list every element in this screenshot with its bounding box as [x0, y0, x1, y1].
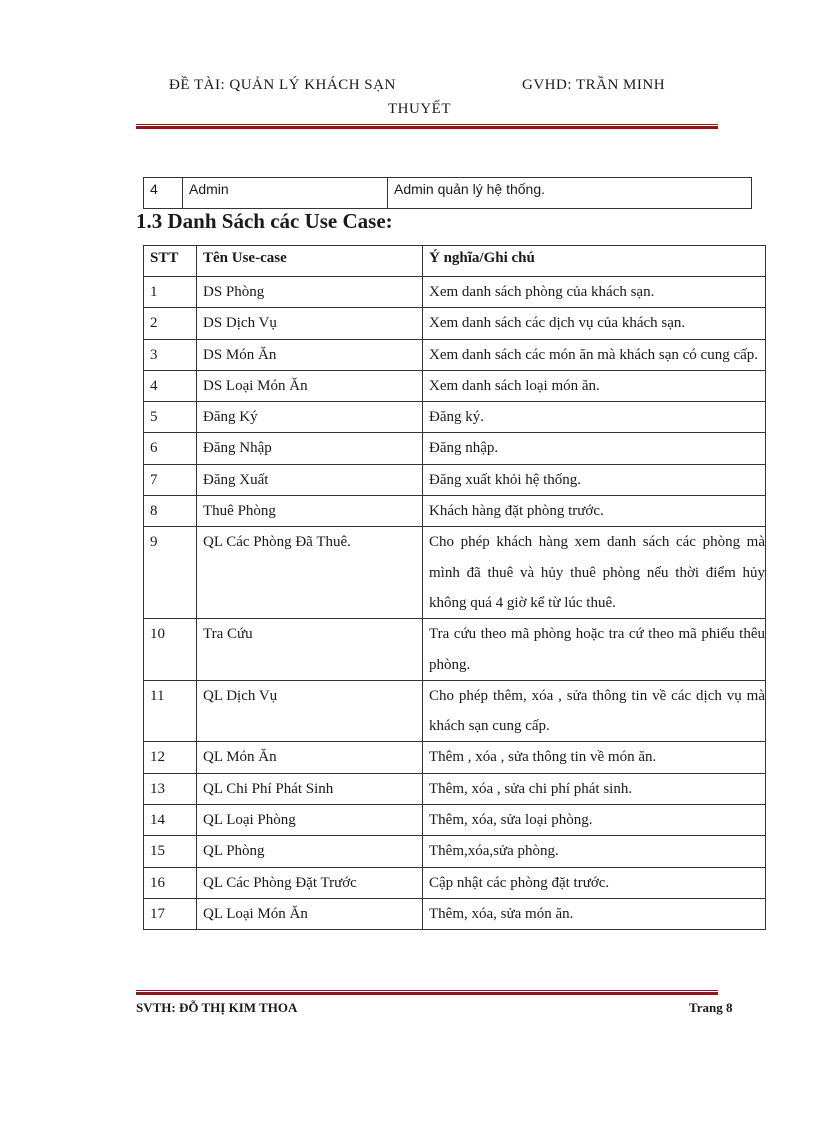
- table-header-row: [144, 246, 766, 277]
- table-row: [144, 836, 766, 867]
- row-stt: 10: [144, 619, 197, 681]
- table-row: [144, 867, 766, 898]
- row-stt: 13: [144, 773, 197, 804]
- row-usecase-name: QL Phòng: [197, 836, 423, 867]
- row-description: Cập nhật các phòng đặt trước.: [423, 867, 766, 898]
- row-usecase-name: QL Các Phòng Đặt Trước: [197, 867, 423, 898]
- row-stt: 15: [144, 836, 197, 867]
- row-description: Xem danh sách phòng của khách sạn.: [423, 277, 766, 308]
- row-usecase-name: DS Phòng: [197, 277, 423, 308]
- row-stt: 12: [144, 742, 197, 773]
- row-description: Xem danh sách các dịch vụ của khách sạn.: [423, 308, 766, 339]
- table-row: [144, 742, 766, 773]
- table-row: [144, 339, 766, 370]
- row-description: Tra cứu theo mã phòng hoặc tra cứ theo mã phiếu thêu phòng.: [423, 619, 766, 681]
- footer-student: SVTH: ĐỖ THỊ KIM THOA: [136, 1000, 298, 1015]
- row-description: Đăng ký.: [423, 402, 766, 433]
- row-stt: 17: [144, 898, 197, 929]
- row-usecase-name: Tra Cứu: [197, 619, 423, 681]
- row-stt: 4: [144, 370, 197, 401]
- row-usecase-name: Đăng Nhập: [197, 433, 423, 464]
- actor-desc: Admin quản lý hệ thống.: [388, 178, 752, 209]
- row-stt: 2: [144, 308, 197, 339]
- use-case-table: [143, 245, 766, 930]
- column-header-note: Ý nghĩa/Ghi chú: [423, 246, 766, 277]
- row-usecase-name: QL Dịch Vụ: [197, 680, 423, 742]
- row-description: Cho phép khách hàng xem danh sách các phòng mà mình đã thuê và hủy thuê phòng nếu thời điểm hủy không quá 4 giờ kể từ lúc thuê.: [423, 527, 766, 619]
- table-row: [144, 898, 766, 929]
- row-stt: 16: [144, 867, 197, 898]
- table-row: [144, 402, 766, 433]
- row-usecase-name: QL Các Phòng Đã Thuê.: [197, 527, 423, 619]
- row-description: Thêm,xóa,sửa phòng.: [423, 836, 766, 867]
- row-usecase-name: Thuê Phòng: [197, 496, 423, 527]
- row-usecase-name: QL Món Ăn: [197, 742, 423, 773]
- row-description: Xem danh sách các món ăn mà khách sạn có cung cấp.: [423, 339, 766, 370]
- table-row: [144, 433, 766, 464]
- column-header-stt: STT: [144, 246, 197, 277]
- table-row: [144, 805, 766, 836]
- table-row: [144, 178, 752, 209]
- row-stt: 3: [144, 339, 197, 370]
- page-header: [169, 77, 689, 94]
- header-advisor: GVHD: TRẦN MINH: [522, 77, 666, 93]
- table-row: [144, 496, 766, 527]
- row-description: Khách hàng đặt phòng trước.: [423, 496, 766, 527]
- header-title: ĐỀ TÀI: QUẢN LÝ KHÁCH SẠN: [169, 77, 396, 93]
- row-stt: 11: [144, 680, 197, 742]
- row-stt: 14: [144, 805, 197, 836]
- footer-divider: [136, 990, 718, 995]
- page-number: Trang 8: [689, 1000, 733, 1015]
- actor-no: 4: [144, 178, 183, 209]
- table-row: [144, 464, 766, 495]
- row-description: Xem danh sách loại món ăn.: [423, 370, 766, 401]
- actor-name: Admin: [183, 178, 388, 209]
- row-description: Đăng nhập.: [423, 433, 766, 464]
- actor-table: [143, 177, 752, 209]
- row-usecase-name: QL Chi Phí Phát Sinh: [197, 773, 423, 804]
- row-usecase-name: QL Loại Món Ăn: [197, 898, 423, 929]
- table-row: [144, 680, 766, 742]
- row-description: Thêm, xóa , sửa chi phí phát sinh.: [423, 773, 766, 804]
- row-stt: 5: [144, 402, 197, 433]
- row-stt: 9: [144, 527, 197, 619]
- row-stt: 1: [144, 277, 197, 308]
- row-description: Thêm, xóa, sửa loại phòng.: [423, 805, 766, 836]
- row-stt: 7: [144, 464, 197, 495]
- table-row: [144, 277, 766, 308]
- row-usecase-name: QL Loại Phòng: [197, 805, 423, 836]
- header-divider: [136, 124, 718, 129]
- table-row: [144, 370, 766, 401]
- row-usecase-name: Đăng Xuất: [197, 464, 423, 495]
- row-usecase-name: DS Món Ăn: [197, 339, 423, 370]
- table-row: [144, 308, 766, 339]
- row-description: Đăng xuất khỏi hệ thống.: [423, 464, 766, 495]
- row-usecase-name: DS Loại Món Ăn: [197, 370, 423, 401]
- row-description: Cho phép thêm, xóa , sửa thông tin về các dịch vụ mà khách sạn cung cấp.: [423, 680, 766, 742]
- column-header-name: Tên Use-case: [197, 246, 423, 277]
- header-advisor-continued: THUYẾT: [388, 101, 451, 117]
- row-stt: 8: [144, 496, 197, 527]
- table-row: [144, 619, 766, 681]
- table-row: [144, 773, 766, 804]
- row-usecase-name: DS Dịch Vụ: [197, 308, 423, 339]
- row-usecase-name: Đăng Ký: [197, 402, 423, 433]
- row-stt: 6: [144, 433, 197, 464]
- table-row: [144, 527, 766, 619]
- section-title: 1.3 Danh Sách các Use Case:: [136, 209, 393, 233]
- row-description: Thêm , xóa , sửa thông tin về món ăn.: [423, 742, 766, 773]
- row-description: Thêm, xóa, sửa món ăn.: [423, 898, 766, 929]
